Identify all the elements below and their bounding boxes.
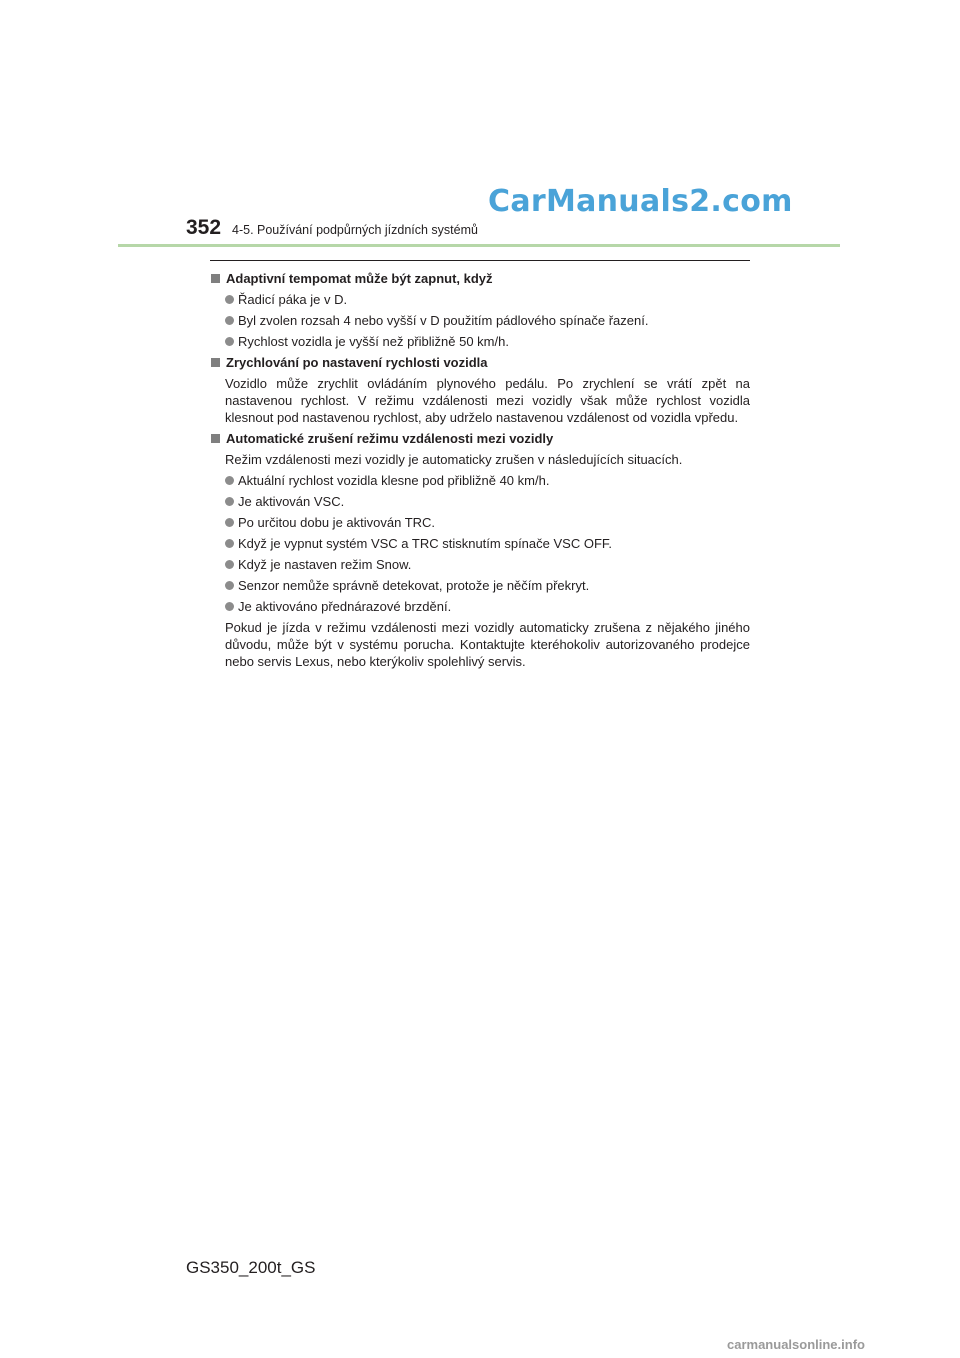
list-item bbox=[225, 291, 750, 308]
header-rule bbox=[118, 244, 840, 247]
circle-bullet-icon bbox=[225, 581, 234, 590]
circle-bullet-icon bbox=[225, 560, 234, 569]
list-item bbox=[225, 493, 750, 510]
section-paragraph: Vozidlo může zrychlit ovládáním plynového pedálu. Po zrychlení se vrátí zpět na nastavenou rychlost. V režimu vzdálenosti mezi vozidly však může rychlost vozidla klesnout pod nastavenou rychlost, aby udrželo nastavenou vzdálenost od vozidla vpředu. bbox=[225, 376, 750, 425]
list-item-text: Po určitou dobu je aktivován TRC. bbox=[238, 515, 436, 530]
circle-bullet-icon bbox=[225, 337, 234, 346]
list-item-text: Aktuální rychlost vozidla klesne pod přibližně 40 km/h. bbox=[238, 473, 550, 488]
list-item bbox=[225, 312, 750, 329]
circle-bullet-icon bbox=[225, 476, 234, 485]
circle-bullet-icon bbox=[225, 295, 234, 304]
list-item bbox=[225, 598, 750, 615]
heading-text: Adaptivní tempomat může být zapnut, když bbox=[226, 271, 493, 286]
section-auto-cancel bbox=[210, 430, 750, 670]
square-bullet-icon bbox=[211, 274, 220, 283]
list-item-text: Byl zvolen rozsah 4 nebo vyšší v D použitím pádlového spínače řazení. bbox=[238, 313, 649, 328]
section-title: 4-5. Používání podpůrných jízdních systémů bbox=[232, 223, 478, 237]
circle-bullet-icon bbox=[225, 518, 234, 527]
section-paragraph: Pokud je jízda v režimu vzdálenosti mezi vozidly automaticky zrušena z nějakého jiného důvodu, může být v systému porucha. Kontaktujte kteréhokoliv autorizovaného prodejce nebo servis Lexus, nebo kterýkoliv spolehlivý servis. bbox=[225, 620, 750, 669]
page-number: 352 bbox=[186, 216, 222, 239]
manual-content bbox=[210, 270, 750, 674]
list-item bbox=[225, 472, 750, 489]
circle-bullet-icon bbox=[225, 539, 234, 548]
list-item bbox=[225, 333, 750, 350]
list-item bbox=[225, 514, 750, 531]
circle-bullet-icon bbox=[225, 316, 234, 325]
section-heading bbox=[210, 270, 750, 287]
section-acceleration bbox=[210, 354, 750, 426]
heading-text: Zrychlování po nastavení rychlosti vozidla bbox=[226, 355, 488, 370]
square-bullet-icon bbox=[211, 434, 220, 443]
circle-bullet-icon bbox=[225, 497, 234, 506]
list-item-text: Rychlost vozidla je vyšší než přibližně 50 km/h. bbox=[238, 334, 509, 349]
section-paragraph: Režim vzdálenosti mezi vozidly je automaticky zrušen v následujících situacích. bbox=[225, 452, 683, 467]
list-item bbox=[225, 535, 750, 552]
section-heading bbox=[210, 354, 750, 371]
list-item-text: Když je vypnut systém VSC a TRC stisknutím spínače VSC OFF. bbox=[238, 536, 612, 551]
watermark-logo-top: CarManuals2.com bbox=[488, 184, 793, 219]
watermark-footer: carmanualsonline.info bbox=[727, 1337, 865, 1352]
circle-bullet-icon bbox=[225, 602, 234, 611]
list-item-text: Když je nastaven režim Snow. bbox=[238, 557, 412, 572]
list-item-text: Senzor nemůže správně detekovat, protože je něčím překryt. bbox=[238, 578, 590, 593]
list-item bbox=[225, 577, 750, 594]
section-enable-conditions bbox=[210, 270, 750, 350]
content-rule bbox=[210, 260, 750, 261]
heading-text: Automatické zrušení režimu vzdálenosti mezi vozidly bbox=[226, 431, 554, 446]
list-item-text: Řadicí páka je v D. bbox=[238, 292, 348, 307]
section-heading bbox=[210, 430, 750, 447]
list-item bbox=[225, 556, 750, 573]
list-item-text: Je aktivován VSC. bbox=[238, 494, 345, 509]
footer-model-code: GS350_200t_GS bbox=[186, 1258, 316, 1277]
square-bullet-icon bbox=[211, 358, 220, 367]
list-item-text: Je aktivováno přednárazové brzdění. bbox=[238, 599, 452, 614]
